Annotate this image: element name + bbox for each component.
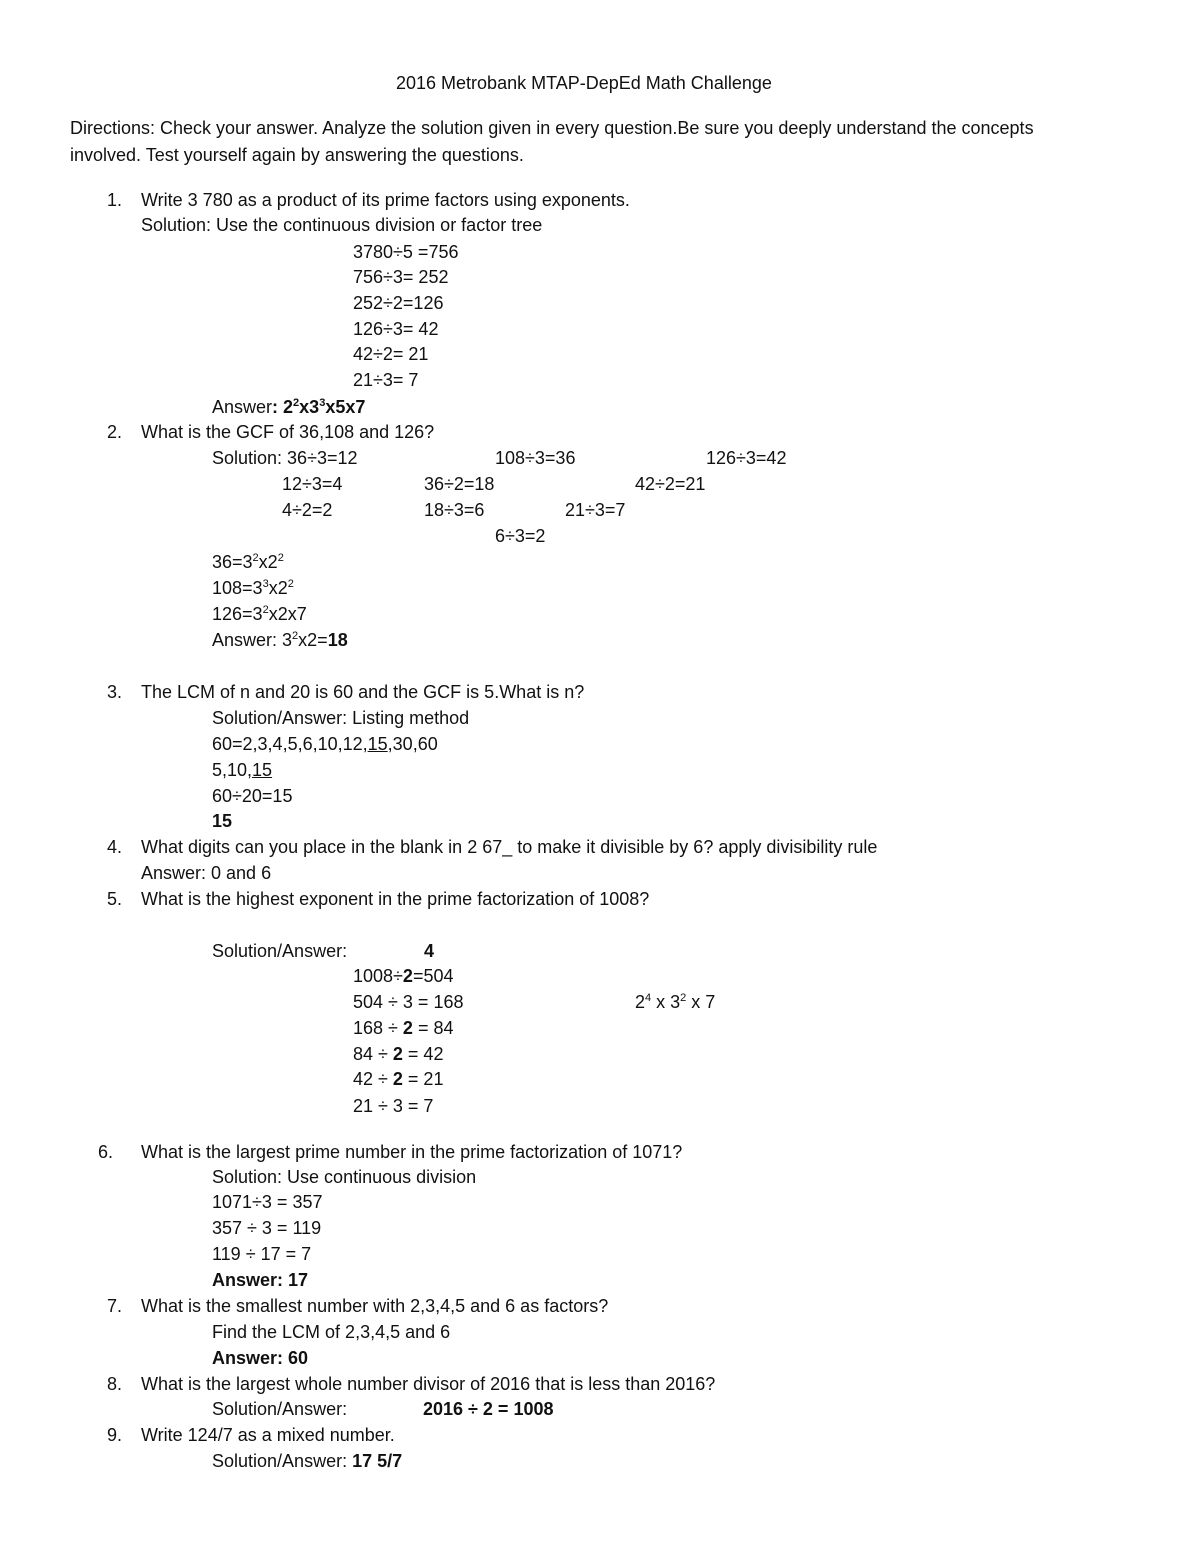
q2-division-step: 42÷2=21 — [635, 474, 706, 494]
q2-division-step: 4÷2=2 — [282, 500, 333, 520]
q3-question: The LCM of n and 20 is 60 and the GCF is 5.What is n? — [141, 682, 585, 702]
q6-number: 6. — [98, 1142, 114, 1162]
q4-answer: Answer: 0 and 6 — [141, 863, 272, 883]
q3-multiples-60: 60=2,3,4,5,6,10,12,15,30,60 — [212, 734, 438, 754]
q1-step: 126÷3= 42 — [353, 319, 439, 339]
q8-question: What is the largest whole number divisor of 2016 that is less than 2016? — [141, 1374, 716, 1394]
q7-solution: Find the LCM of 2,3,4,5 and 6 — [212, 1322, 451, 1342]
q2-number: 2. — [106, 422, 122, 442]
q1-number: 1. — [106, 190, 122, 210]
q4-question: What digits can you place in the blank in 2 67_ to make it divisible by 6? apply divisibility rule — [141, 837, 878, 857]
directions-line-2: involved. Test yourself again by answering the questions. — [70, 145, 524, 165]
q5-step: 1008÷2=504 — [353, 966, 454, 986]
q5-step: 168 ÷ 2 = 84 — [353, 1018, 454, 1038]
q1-step: 21÷3= 7 — [353, 370, 419, 390]
q2-factorization: $36=3^2x2^2$ — [212, 552, 284, 572]
q5-solution: Solution/Answer: — [212, 941, 348, 961]
q3-answer: 15 — [212, 811, 233, 831]
q5-answer: 4 — [424, 941, 435, 961]
q1-answer: Answer: $2^2x3^3x5x7$ — [212, 397, 366, 417]
q2-division-step: 36÷2=18 — [424, 474, 495, 494]
q5-step: 21 ÷ 3 = 7 — [353, 1096, 434, 1116]
q2-question: What is the GCF of 36,108 and 126? — [141, 422, 435, 442]
q5-step: 504 ÷ 3 = 168 — [353, 992, 464, 1012]
q2-division-step: 108÷3=36 — [495, 448, 576, 468]
q2-division-step: 12÷3=4 — [282, 474, 343, 494]
q7-answer: Answer: 60 — [212, 1348, 309, 1368]
q5-step: 84 ÷ 2 = 42 — [353, 1044, 444, 1064]
q4-number: 4. — [106, 837, 122, 857]
q2-division-step: 126÷3=42 — [706, 448, 787, 468]
q2-division-step: 18÷3=6 — [424, 500, 485, 520]
q8-number: 8. — [106, 1374, 122, 1394]
q6-solution: Solution: Use continuous division — [212, 1167, 477, 1187]
q6-step: 357 ÷ 3 = 119 — [212, 1218, 322, 1238]
q6-question: What is the largest prime number in the prime factorization of 1071? — [141, 1142, 683, 1162]
q1-question: Write 3 780 as a product of its prime factors using exponents. — [141, 190, 630, 210]
q9-number: 9. — [106, 1425, 122, 1445]
q8-answer: 2016 ÷ 2 = 1008 — [423, 1399, 554, 1419]
q3-calculation: 60÷20=15 — [212, 786, 293, 806]
q9-solution: Solution/Answer: 17 5/7 — [212, 1451, 403, 1471]
q5-number: 5. — [106, 889, 122, 909]
q2-factorization: $126=3^2x2x7$ — [212, 604, 307, 624]
q2-answer: Answer: $3^2x2=18$ — [212, 630, 348, 650]
q1-step: 42÷2= 21 — [353, 344, 429, 364]
q2-division-step: 21÷3=7 — [565, 500, 626, 520]
q8-solution: Solution/Answer: — [212, 1399, 348, 1419]
q9-answer: 17 5/7 — [352, 1451, 403, 1471]
q2-solution: Solution: 36÷3=12 — [212, 448, 358, 468]
q3-multiples-5: 5,10,15 — [212, 760, 273, 780]
q6-answer: Answer: 17 — [212, 1270, 309, 1290]
q5-step: 42 ÷ 2 = 21 — [353, 1069, 444, 1089]
directions-line-1: Directions: Check your answer. Analyze the solution given in every question.Be sure you deeply understand the concepts — [70, 118, 1034, 138]
q5-question: What is the highest exponent in the prime factorization of 1008? — [141, 889, 650, 909]
q2-division-step: 6÷3=2 — [495, 526, 546, 546]
q7-number: 7. — [106, 1296, 122, 1316]
q6-step: 1071÷3 = 357 — [212, 1192, 323, 1212]
q9-question: Write 124/7 as a mixed number. — [141, 1425, 395, 1445]
q1-step: 756÷3= 252 — [353, 267, 449, 287]
q5-prime-factorization: $2^4$ x $3^2$ x 7 — [635, 992, 716, 1012]
q1-step: 3780÷5 =756 — [353, 242, 459, 262]
page-title: 2016 Metrobank MTAP-DepEd Math Challenge — [396, 73, 772, 93]
q1-solution: Solution: Use the continuous division or factor tree — [141, 215, 543, 235]
q7-question: What is the smallest number with 2,3,4,5 and 6 as factors? — [141, 1296, 609, 1316]
q3-number: 3. — [106, 682, 122, 702]
q1-step: 252÷2=126 — [353, 293, 444, 313]
q2-factorization: $108=3^3x2^2$ — [212, 578, 294, 598]
q6-step: 119 ÷ 17 = 7 — [212, 1244, 312, 1264]
q3-solution: Solution/Answer: Listing method — [212, 708, 470, 728]
